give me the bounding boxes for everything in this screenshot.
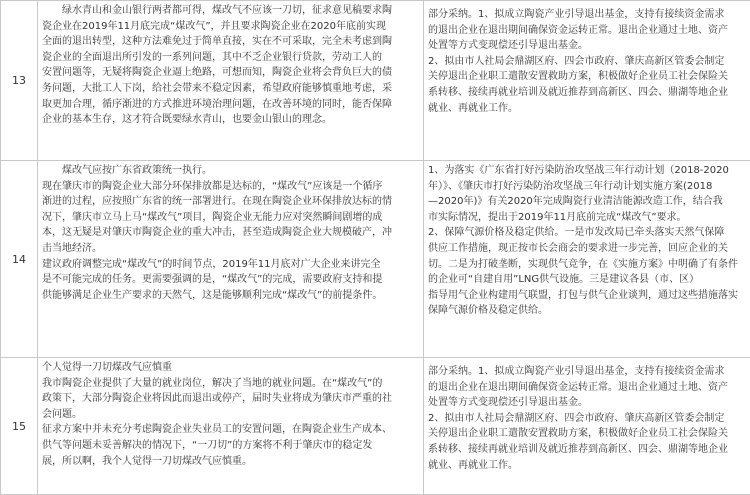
opinion-line: 安置问题等，无疑将陶瓷企业逼上绝路，可想而知，陶瓷企业将会背负巨大的债 <box>42 65 419 81</box>
table-row <box>1 1 750 161</box>
opinion-line: 取更加合理，循序渐进的方式推进环境治理问题，在改善环境的同时，能否保障 <box>42 97 419 113</box>
reply-line: 的企业可“自建自用”LNG供气设施。三是建议各县（市、区） <box>428 272 747 288</box>
reply-line: 2、拟由市人社局会鼎湖区府、四会市政府、肇庆高新区管委会制定 <box>428 411 747 427</box>
opinion-line: 务问题，大批工人下岗，给社会带来不稳定因素，希望政府能够慎重地考虑，采 <box>42 81 419 97</box>
row-number: 13 <box>1 1 38 161</box>
reply-line: 指导用气企业构建用气联盟，打包与供气企业谈判，通过这些措施落实 <box>428 288 747 304</box>
reply-line: 就业、再就业工作。 <box>428 458 747 474</box>
table-row <box>1 161 750 358</box>
reply-line: —2020年)》有关2020年完成陶瓷行业清洁能源改造工作，结合我 <box>428 194 747 210</box>
reply-cell <box>424 358 750 495</box>
opinion-line: 个人觉得一刀切煤改气应慎重 <box>42 360 419 376</box>
reply-line: 关停退出企业职工遣散安置救助方案，积极做好企业员工社会保险关 <box>428 69 747 85</box>
reply-cell <box>424 161 750 358</box>
reply-line: 的退出企业在退出期间确保资金运转正常。退出企业通过土地、资产 <box>428 380 747 396</box>
reply-line: 系转移、接续再就业培训及就近推荐到高新区、四会、鼎湖等地企业 <box>428 85 747 101</box>
opinion-line: 渐进的过程，应按照广东省的统一部署进行。在现在陶瓷企业环保排放达标的情 <box>42 194 419 210</box>
opinion-line: 供气等问题未妥善解决的情况下，“一刀切”的方案将不利于肇庆市的稳定发 <box>42 438 419 454</box>
reply-cell <box>424 1 750 161</box>
opinion-line: 击当地经济。 <box>42 241 419 257</box>
reply-line: 供应工作措施，现正按市长会商会的要求进一步完善，回应企业的关 <box>428 241 747 257</box>
opinion-line: 况下，肇庆市立马上马“煤改气”项目，陶瓷企业无能力应对突然瞬间剧增的成 <box>42 210 419 226</box>
reply-line: 年）》、《肇庆市打好污染防治攻坚战三年行动计划实施方案(2018 <box>428 179 747 195</box>
opinion-line: 是不可能完成的任务。更需要强调的是，“煤改气”的完成，需要政府支持和提 <box>42 272 419 288</box>
reply-line: 关停退出企业职工遣散安置救助方案，积极做好企业员工社会保险关 <box>428 426 747 442</box>
opinion-line: 征求方案中并未充分考虑陶瓷企业失业员工的安置问题，在陶瓷企业生产成本、 <box>42 422 419 438</box>
opinion-line: 我市陶瓷企业提供了大量的就业岗位，解决了当地的就业问题。在“煤改气”的 <box>42 376 419 392</box>
row-number: 15 <box>1 358 38 495</box>
reply-line: 1、为落实《广东省打好污染防治攻坚战三年行动计划（2018-2020 <box>428 163 747 179</box>
reply-line: 处置等方式变现偿还引导退出基金。 <box>428 38 747 54</box>
opinion-cell <box>38 161 424 358</box>
opinion-line: 瓷企业在2019年11月底完成“煤改气”，并且要求陶瓷企业在2020年底前实现 <box>42 19 419 35</box>
opinion-line: 建议政府调整完成“煤改气”的时间节点，2019年11月底对广大企业来讲完全 <box>42 257 419 273</box>
reply-line: 2、拟由市人社局会鼎湖区府、四会市政府、肇庆高新区管委会制定 <box>428 54 747 70</box>
row-number: 14 <box>1 161 38 358</box>
opinion-cell <box>38 1 424 161</box>
opinion-line: 瓷企业的全面退出所引发的一系列问题，其中不乏企业银行贷款，劳动工人的 <box>42 50 419 66</box>
reply-line: 保障气源价格及稳定供给。 <box>428 303 747 319</box>
opinion-cell <box>38 358 424 495</box>
reply-line: 2、保障气源价格及稳定供给。一是市发改局已牵头落实天然气保障 <box>428 225 747 241</box>
table-row <box>1 358 750 495</box>
opinion-line: 展，所以啊，我个人觉得一刀切煤改气应慎重。 <box>42 454 419 470</box>
opinion-line: 供能够满足企业生产要求的天然气，这是能够顺利完成“煤改气”的前提条件。 <box>42 288 419 304</box>
reply-line: 部分采纳。1、拟成立陶瓷产业引导退出基金，支持有接续资金需求 <box>428 364 747 380</box>
opinion-line: 煤改气应按广东省政策统一执行。 <box>42 163 419 179</box>
opinion-line: 绿水青山和金山银行两者都可得，煤改气不应该一刀切，征求意见稿要求陶 <box>42 3 419 19</box>
reply-line: 处置等方式变现偿还引导退出基金。 <box>428 395 747 411</box>
opinion-line: 本，这无疑是对肇庆市陶瓷企业的重大冲击，甚至造成陶瓷企业大规模破产，冲 <box>42 225 419 241</box>
opinion-line: 现在肇庆市的陶瓷企业大部分环保排放都是达标的，“煤改气”应该是一个循序 <box>42 179 419 195</box>
opinion-line: 企业的基本生存，这才符合既要绿水青山，也要金山银山的理念。 <box>42 112 419 128</box>
opinion-line: 政策下，大部分陶瓷企业将因此而退出或停产，届时失业将成为肇庆市严重的社 <box>42 391 419 407</box>
reply-line: 的退出企业在退出期间确保资金运转正常。退出企业通过土地、资产 <box>428 23 747 39</box>
opinion-line: 全面的退出转型，这种方法难免过于简单直接，实在不可采取，完全未考虑到陶 <box>42 34 419 50</box>
reply-line: 市实际情况，提出于2019年11月底前完成“煤改气”要求。 <box>428 210 747 226</box>
reply-line: 切。二是为打破垄断，实现供气竞争，在《实施方案》中明确了有条件 <box>428 257 747 273</box>
opinion-line: 会问题。 <box>42 407 419 423</box>
reply-line: 部分采纳。1、拟成立陶瓷产业引导退出基金，支持有接续资金需求 <box>428 7 747 23</box>
reply-line: 系转移、接续再就业培训及就近推荐到高新区、四会、鼎湖等地企业 <box>428 442 747 458</box>
reply-line: 就业、再就业工作。 <box>428 101 747 117</box>
